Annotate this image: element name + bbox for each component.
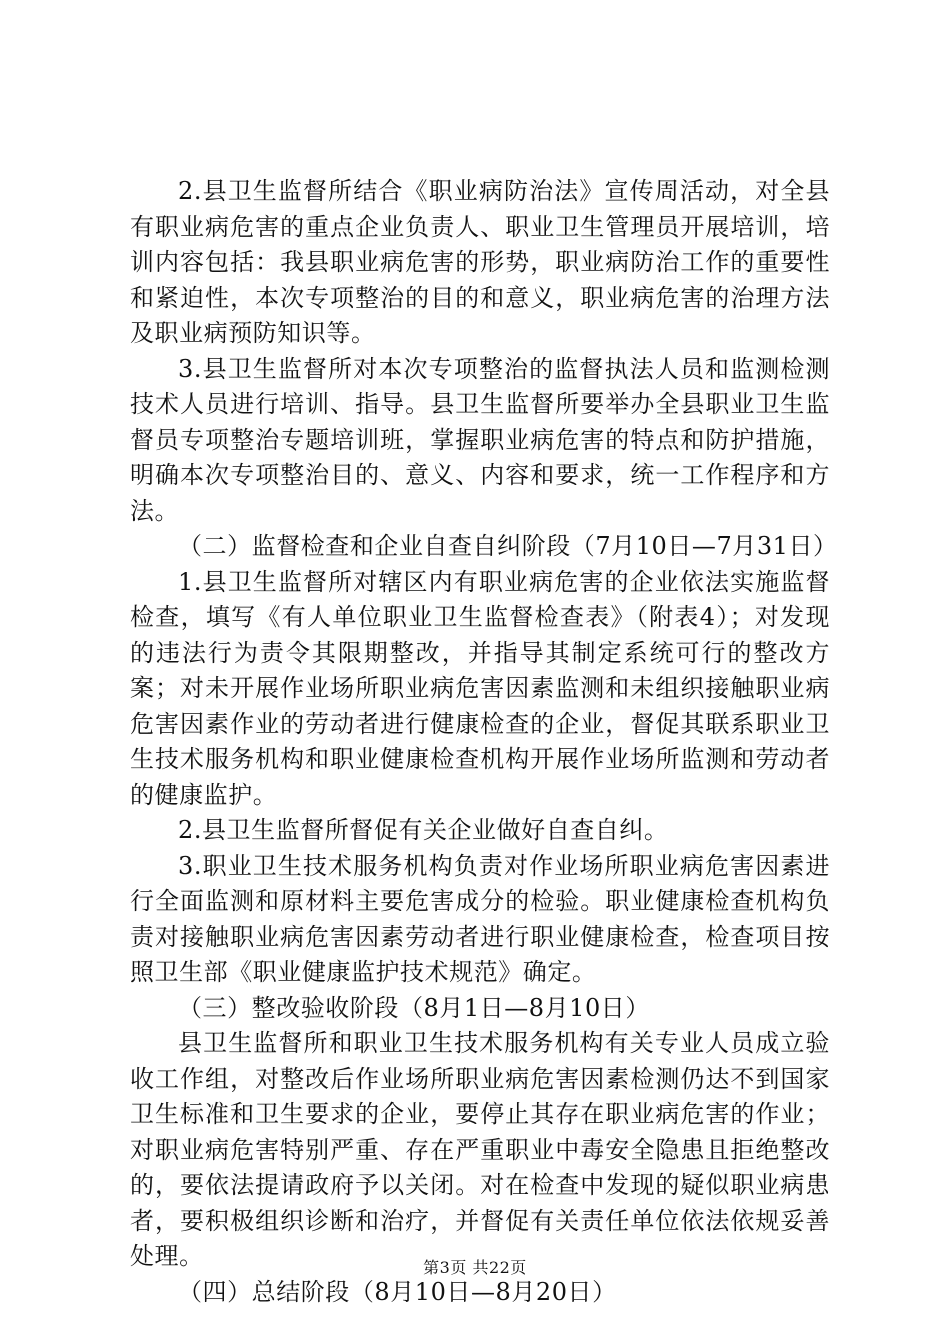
paragraph-training-enterprises: 2.县卫生监督所结合《职业病防治法》宣传周活动，对全县有职业病危害的重点企业负责人、职业卫生管理员开展培训，培训内容包括：我县职业病危害的形势，职业病防治工作的重要性和紧迫性，本次专项整治的目的和意义，职业病危害的治理方法及职业病预防知识等。 <box>130 177 830 347</box>
paragraph-acceptance: 县卫生监督所和职业卫生技术服务机构有关专业人员成立验收工作组，对整改后作业场所职业病危害因素检测仍达不到国家卫生标准和卫生要求的企业，要停止其存在职业病危害的作业；对职业病危害特别严重、存在严重职业中毒安全隐患且拒绝整改的，要依法提请政府予以关闭。对在检查中发现的疑似职业病患者，要积极组织诊断和治疗，并督促有关责任单位依法依规妥善处理。 <box>130 1029 830 1270</box>
paragraph-inspection-supervision: 1.县卫生监督所对辖区内有职业病危害的企业依法实施监督检查，填写《有人单位职业卫生监督检查表》（附表4）；对发现的违法行为责令其限期整改，并指导其制定系统可行的整改方案；对未开展作业场所职业病危害因素监测和未组织接触职业病危害因素作业的劳动者进行健康检查的企业，督促其联系职业卫生技术服务机构和职业健康检查机构开展作业场所监测和劳动者的健康监护。 <box>130 567 830 809</box>
paragraph-monitoring: 3.职业卫生技术服务机构负责对作业场所职业病危害因素进行全面监测和原材料主要危害成分的检验。职业健康检查机构负责对接触职业病危害因素劳动者进行职业健康检查，检查项目按照卫生部《职业健康监护技术规范》确定。 <box>130 851 830 986</box>
page-number-footer: 第3页 共22页 <box>423 1258 527 1277</box>
section-heading-summary-stage: （四）总结阶段（8月10日—8月20日） <box>178 1277 617 1306</box>
paragraph-self-correction: 2.县卫生监督所督促有关企业做好自查自纠。 <box>178 816 669 844</box>
paragraph-training-inspectors: 3.县卫生监督所对本次专项整治的监督执法人员和监测检测技术人员进行培训、指导。县卫生监督所要举办全县职业卫生监督员专项整治专题培训班，掌握职业病危害的特点和防护措施，明确本次专项整治目的、意义、内容和要求，统一工作程序和方法。 <box>130 354 830 525</box>
document-body <box>130 174 838 1310</box>
section-heading-rectification-stage: （三）整改验收阶段（8月1日—8月10日） <box>178 993 650 1022</box>
section-heading-inspection-stage: （二）监督检查和企业自查自纠阶段（7月10日—7月31日） <box>178 532 838 560</box>
